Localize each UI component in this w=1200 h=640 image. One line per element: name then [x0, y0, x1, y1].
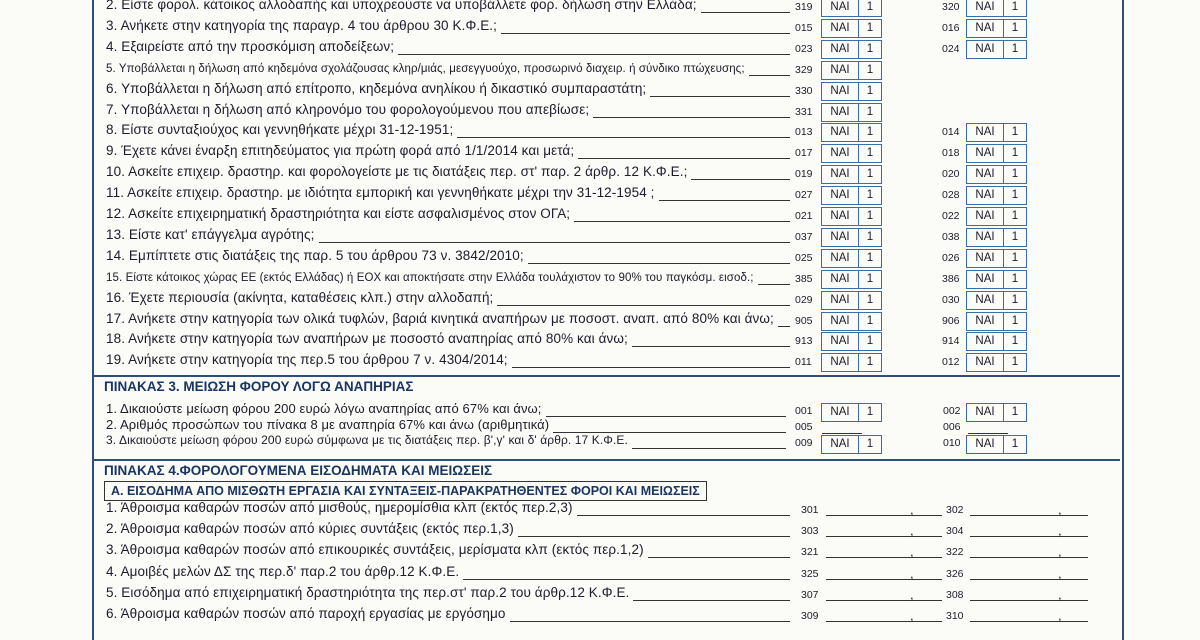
- yes-checkbox[interactable]: [821, 312, 882, 331]
- box-yes-label: ΝΑΙ: [822, 208, 859, 225]
- field-code-spouse: 304: [946, 525, 964, 538]
- box-value: 1: [866, 105, 874, 118]
- question-text: 11. Ασκείτε επιχειρ. δραστηρ. με ιδιότητα εμπορική και γεννηθήκατε μέχρι την 31-12-1954 ;: [106, 185, 655, 201]
- box-yes-label: ΝΑΙ: [822, 292, 859, 309]
- yes-checkbox[interactable]: [821, 207, 882, 226]
- amount-field-spouse[interactable]: [970, 536, 1088, 537]
- table-3-title: ΠΙΝΑΚΑΣ 3. ΜΕΙΩΣΗ ΦΟΡΟΥ ΛΟΓΩ ΑΝΑΠΗΡΙΑΣ: [104, 379, 414, 394]
- question-text: 4. Εξαιρείστε από την προσκόμιση αποδείξεων;: [106, 38, 395, 54]
- leader-line: [501, 33, 790, 34]
- box-value: 1: [866, 189, 874, 202]
- field-code: 005: [795, 421, 813, 433]
- box-value: 1: [866, 168, 874, 181]
- field-code-spouse: 028: [942, 189, 960, 202]
- box-yes-label: ΝΑΙ: [967, 250, 1004, 267]
- box-yes-label: ΝΑΙ: [967, 313, 1004, 330]
- question-row: [0, 352, 1200, 373]
- question-row: [0, 18, 1200, 39]
- amount-field-spouse[interactable]: [970, 557, 1088, 558]
- box-value: 1: [1011, 406, 1019, 418]
- field-code-spouse: 020: [942, 168, 960, 181]
- income-row: [0, 564, 1200, 585]
- field-code: 301: [801, 504, 819, 516]
- question-text: 7. Υποβάλλεται η δήλωση από κληρονόμο του φορολογούμενου που απεβίωσε;: [106, 101, 590, 117]
- question-text: 2. Είστε φορολ. κάτοικος αλλοδαπής και υποχρεούστε να υποβάλλετε φορ. δήλωση στην Ελλάδα;: [106, 0, 697, 12]
- field-code: 330: [795, 84, 813, 97]
- field-code: 331: [795, 105, 813, 118]
- leader-line: [648, 557, 790, 558]
- spouse-yes-checkbox[interactable]: [966, 291, 1027, 310]
- yes-checkbox[interactable]: [821, 353, 882, 372]
- leader-line: [512, 367, 790, 368]
- field-code: 011: [795, 356, 812, 369]
- spouse-yes-checkbox[interactable]: [966, 186, 1027, 205]
- field-code-spouse: 322: [946, 546, 964, 559]
- yes-checkbox[interactable]: [821, 144, 882, 163]
- income-label: 3. Άθροισμα καθαρών ποσών από επικουρικές συντάξεις, μερίσματα κλπ (εκτός περ.1,2): [106, 542, 644, 558]
- amount-field[interactable]: [826, 515, 942, 516]
- income-row: [0, 606, 1200, 627]
- box-value: 1: [1011, 314, 1019, 327]
- box-yes-label: ΝΑΙ: [822, 271, 859, 288]
- leader-line: [749, 75, 790, 76]
- box-value: 1: [866, 272, 874, 285]
- question-row: [0, 143, 1200, 164]
- decimal-comma: ,: [910, 608, 914, 623]
- box-yes-label: ΝΑΙ: [967, 333, 1004, 350]
- box-value: 1: [866, 42, 874, 55]
- box-value: 1: [866, 438, 874, 450]
- box-yes-label: ΝΑΙ: [967, 145, 1004, 162]
- box-yes-label: ΝΑΙ: [822, 333, 859, 350]
- box-value: 1: [1011, 210, 1019, 222]
- spouse-yes-checkbox[interactable]: [966, 0, 1027, 17]
- leader-line: [518, 536, 790, 537]
- box-yes-label: ΝΑΙ: [967, 354, 1004, 371]
- field-code-spouse: 030: [942, 293, 960, 306]
- box-value: 1: [1011, 272, 1019, 285]
- question-row: [0, 227, 1200, 248]
- table-3-header: [92, 375, 1120, 397]
- field-code: 037: [795, 230, 813, 243]
- box-yes-label: ΝΑΙ: [822, 62, 859, 79]
- question-row: [0, 185, 1200, 206]
- box-value: 1: [866, 293, 874, 306]
- box-value: 1: [1011, 293, 1019, 306]
- question-text: 13. Είστε κατ' επάγγελμα αγρότης;: [106, 226, 315, 242]
- box-value: 1: [866, 147, 874, 160]
- yes-checkbox[interactable]: [821, 165, 882, 184]
- yes-checkbox[interactable]: [821, 186, 882, 205]
- box-value: 1: [1011, 21, 1019, 34]
- decimal-comma: ,: [1058, 544, 1062, 560]
- leader-line: [577, 515, 790, 516]
- box-value: 1: [1011, 356, 1019, 369]
- income-label: 5. Εισόδημα από επιχειρηματική δραστηριότητα της περ.στ' παρ.2 του άρθρ.12 Κ.Φ.Ε.: [106, 584, 630, 600]
- box-value: 1: [866, 1, 874, 13]
- field-code: 303: [801, 525, 819, 538]
- question-text: 3. Δικαιούστε μείωση φόρου 200 ευρώ σύμφωνα με τις διατάξεις περ. β',γ' και δ' άρθρ. 17 Κ.Φ.Ε.: [106, 433, 628, 447]
- field-code-spouse: 010: [943, 437, 961, 449]
- box-value: 1: [866, 356, 874, 369]
- spouse-yes-checkbox[interactable]: [966, 165, 1027, 184]
- box-value: 1: [866, 230, 874, 243]
- box-value: 1: [1011, 42, 1019, 55]
- box-yes-label: ΝΑΙ: [822, 313, 859, 330]
- field-code: 905: [795, 314, 813, 327]
- decimal-comma: ,: [910, 544, 914, 560]
- box-yes-label: ΝΑΙ: [967, 187, 1004, 204]
- income-label: 6. Άθροισμα καθαρών ποσών από παροχή εργασίας με εργόσημο: [106, 606, 506, 621]
- field-code-spouse: 386: [942, 272, 960, 285]
- spouse-yes-checkbox[interactable]: [966, 123, 1027, 142]
- box-value: 1: [1011, 230, 1019, 243]
- box-value: 1: [1011, 335, 1019, 348]
- box-yes-label: ΝΑΙ: [822, 354, 859, 371]
- amount-field-spouse[interactable]: [970, 579, 1088, 580]
- spouse-yes-checkbox[interactable]: [966, 228, 1027, 247]
- decimal-comma: ,: [910, 565, 914, 581]
- decimal-comma: ,: [910, 523, 914, 539]
- box-yes-label: ΝΑΙ: [967, 166, 1004, 183]
- leader-line: [632, 346, 790, 347]
- amount-field-spouse[interactable]: [970, 600, 1088, 601]
- field-code-spouse: 002: [943, 405, 961, 417]
- field-code: 013: [795, 126, 813, 139]
- box-yes-label: ΝΑΙ: [822, 41, 859, 58]
- box-value: 1: [866, 84, 874, 97]
- question-row: [0, 331, 1200, 352]
- field-code: 029: [795, 293, 813, 306]
- question-text: 6. Υποβάλλεται η δήλωση από επίτροπο, κηδεμόνα ανηλίκου ή δικαστικό συμπαραστάτη;: [106, 80, 647, 96]
- income-label: 1. Άθροισμα καθαρών ποσών από μισθούς, ημερομίσθια κλπ (εκτός περ.2,3): [106, 500, 573, 515]
- field-code-spouse: 026: [942, 251, 960, 264]
- field-code: 385: [795, 272, 813, 285]
- box-yes-label: ΝΑΙ: [967, 0, 1004, 16]
- box-yes-label: ΝΑΙ: [967, 229, 1004, 246]
- field-code-spouse: 302: [946, 504, 964, 516]
- spouse-yes-checkbox[interactable]: [966, 249, 1027, 268]
- income-row: [0, 500, 1200, 521]
- amount-field[interactable]: [826, 536, 942, 537]
- box-yes-label: ΝΑΙ: [967, 292, 1004, 309]
- box-value: 1: [866, 126, 874, 139]
- field-code-spouse: 308: [946, 588, 964, 601]
- question-row: [0, 60, 1200, 81]
- question-text: 18. Ανήκετε στην κατηγορία των αναπήρων με ποσοστό αναπηρίας από 80% και άνω;: [106, 331, 628, 347]
- decimal-comma: ,: [1058, 565, 1062, 581]
- question-row: [0, 206, 1200, 227]
- field-code-spouse: 310: [946, 610, 964, 622]
- income-label: 4. Αμοιβές μελών ΔΣ της περ.δ' παρ.2 του άρθρ.12 Κ.Φ.Ε.: [106, 563, 460, 579]
- field-code: 015: [795, 21, 813, 34]
- box-value: 1: [1011, 1, 1019, 13]
- field-code: 019: [795, 168, 813, 181]
- field-code-spouse: 326: [946, 567, 964, 580]
- spouse-yes-checkbox[interactable]: [966, 270, 1027, 289]
- field-code: 009: [795, 437, 813, 449]
- box-yes-label: ΝΑΙ: [967, 436, 1004, 453]
- box-yes-label: ΝΑΙ: [822, 0, 859, 16]
- field-code-spouse: 018: [942, 147, 960, 160]
- field-code: 001: [795, 405, 813, 417]
- leader-line: [632, 448, 786, 449]
- yes-checkbox[interactable]: [821, 249, 882, 268]
- box-value: 1: [1011, 147, 1019, 160]
- field-code: 913: [795, 335, 813, 348]
- question-row: [0, 248, 1200, 269]
- field-code: 027: [795, 189, 813, 202]
- field-code: 321: [801, 546, 819, 559]
- decimal-comma: ,: [1058, 586, 1062, 602]
- box-value: 1: [1011, 251, 1019, 264]
- yes-checkbox[interactable]: [821, 103, 882, 122]
- question-row: [0, 39, 1200, 60]
- box-yes-label: ΝΑΙ: [822, 250, 859, 267]
- amount-field-spouse[interactable]: [970, 621, 1088, 622]
- field-code-spouse: 914: [942, 335, 960, 348]
- question-text: 8. Είστε συνταξιούχος και γεννηθήκατε μέχρι 31-12-1951;: [106, 122, 454, 138]
- field-code: 325: [801, 567, 819, 580]
- yes-checkbox[interactable]: [821, 291, 882, 310]
- leader-line: [659, 200, 790, 201]
- field-code: 017: [795, 147, 813, 160]
- leader-line: [574, 221, 790, 222]
- box-value: 1: [866, 210, 874, 222]
- box-yes-label: ΝΑΙ: [822, 145, 859, 162]
- box-yes-label: ΝΑΙ: [822, 187, 859, 204]
- amount-field[interactable]: [826, 579, 942, 580]
- box-yes-label: ΝΑΙ: [822, 124, 859, 141]
- leader-line: [701, 12, 790, 13]
- question-row: [0, 0, 1200, 18]
- spouse-yes-checkbox[interactable]: [966, 353, 1027, 372]
- leader-line: [510, 621, 790, 622]
- leader-line: [778, 326, 790, 327]
- box-yes-label: ΝΑΙ: [822, 166, 859, 183]
- box-value: 1: [1011, 126, 1019, 139]
- yes-checkbox[interactable]: [821, 61, 882, 80]
- decimal-comma: ,: [1058, 502, 1062, 517]
- box-value: 1: [1011, 168, 1019, 181]
- box-value: 1: [866, 251, 874, 264]
- leader-line: [578, 158, 790, 159]
- question-text: 1. Δικαιούστε μείωση φόρου 200 ευρώ λόγω αναπηρίας από 67% και άνω;: [106, 401, 542, 416]
- yes-checkbox[interactable]: [821, 0, 882, 17]
- question-text: 16. Έχετε περιουσία (ακίνητα, καταθέσεις κλπ.) στην αλλοδαπή;: [106, 289, 494, 305]
- box-yes-label: ΝΑΙ: [967, 271, 1004, 288]
- field-code: 021: [795, 210, 813, 222]
- amount-field[interactable]: [826, 621, 942, 622]
- question-row: [0, 269, 1200, 290]
- yes-checkbox[interactable]: [821, 82, 882, 101]
- leader-line: [497, 305, 790, 306]
- table-4-title: ΠΙΝΑΚΑΣ 4.ΦΟΡΟΛΟΓΟΥΜΕΝΑ ΕΙΣΟΔΗΜΑΤΑ ΚΑΙ ΜΕΙΩΣΕΙΣ: [104, 463, 493, 478]
- box-yes-label: ΝΑΙ: [967, 20, 1004, 37]
- leader-line: [463, 579, 790, 580]
- box-yes-label: ΝΑΙ: [967, 208, 1004, 225]
- box-yes-label: ΝΑΙ: [822, 83, 859, 100]
- box-value: 1: [1011, 189, 1019, 202]
- field-code: 309: [801, 610, 819, 622]
- field-code: 307: [801, 588, 819, 601]
- yes-checkbox[interactable]: [821, 435, 882, 454]
- table-4-subsection: Α. ΕΙΣΟΔΗΜΑ ΑΠΟ ΜΙΣΘΩΤΗ ΕΡΓΑΣΙΑ ΚΑΙ ΣΥΝΤΑΞΕΙΣ-ΠΑΡΑΚΡΑΤΗΘΕΝΤΕΣ ΦΟΡΟΙ ΚΑΙ ΜΕΙΩΣΕΙΣ: [104, 481, 707, 501]
- decimal-comma: ,: [910, 502, 914, 517]
- question-text: 17. Ανήκετε στην κατηγορία των ολικά τυφλών, βαριά κινητικά αναπήρων με ποσοστ. αναπ. από 80% και άνω;: [106, 310, 774, 326]
- amount-field[interactable]: [826, 600, 942, 601]
- field-code: 319: [795, 1, 813, 13]
- question-text: 9. Έχετε κάνει έναρξη επιτηδεύματος για πρώτη φορά από 1/1/2014 και μετά;: [106, 143, 575, 159]
- field-code-spouse: 012: [942, 356, 960, 369]
- question-text: 12. Ασκείτε επιχειρηματική δραστηριότητα και είστε ασφαλισμένος στον ΟΓΑ;: [106, 206, 571, 221]
- field-code-spouse: 320: [942, 1, 960, 13]
- income-row: [0, 521, 1200, 542]
- leader-line: [398, 54, 790, 55]
- question-text: 2. Αριθμός προσώπων του πίνακα 8 με αναπηρία 67% και άνω (αριθμητικά): [106, 417, 550, 432]
- decimal-comma: ,: [1058, 608, 1062, 623]
- spouse-yes-checkbox[interactable]: [966, 40, 1027, 59]
- question-row: [0, 122, 1200, 143]
- field-code: 025: [795, 251, 813, 264]
- box-yes-label: ΝΑΙ: [822, 229, 859, 246]
- table-4-header: [92, 459, 1120, 481]
- leader-line: [319, 242, 790, 243]
- leader-line: [528, 263, 790, 264]
- leader-line: [457, 137, 790, 138]
- yes-checkbox[interactable]: [821, 19, 882, 38]
- income-row: [0, 542, 1200, 563]
- yes-checkbox[interactable]: [821, 40, 882, 59]
- box-value: 1: [866, 314, 874, 327]
- question-text: 5. Υποβάλλεται η δήλωση από κηδεμόνα σχολάζουσας κληρ/μιάς, μεσεγγυούχο, προσωρινό διαχειρ. ή σύνδικο πτώχευσης;: [106, 62, 745, 75]
- yes-checkbox[interactable]: [821, 228, 882, 247]
- question-text: 19. Ανήκετε στην κατηγορία της περ.5 του άρθρου 7 ν. 4304/2014;: [106, 352, 508, 368]
- field-code-spouse: 006: [943, 421, 961, 433]
- field-code-spouse: 906: [942, 314, 960, 327]
- field-code-spouse: 038: [942, 230, 960, 243]
- yes-checkbox[interactable]: [821, 332, 882, 351]
- box-value: 1: [866, 335, 874, 348]
- decimal-comma: ,: [1058, 523, 1062, 539]
- amount-field-spouse[interactable]: [970, 515, 1088, 516]
- box-yes-label: ΝΑΙ: [967, 124, 1004, 141]
- question-row: [0, 433, 1200, 454]
- box-value: 1: [1011, 438, 1019, 450]
- question-row: [0, 311, 1200, 332]
- box-value: 1: [866, 21, 874, 34]
- question-text: 14. Εμπίπτετε στις διατάξεις της παρ. 5 του άρθρου 73 ν. 3842/2010;: [106, 247, 524, 263]
- spouse-yes-checkbox[interactable]: [966, 332, 1027, 351]
- question-row: [0, 102, 1200, 123]
- spouse-yes-checkbox[interactable]: [966, 207, 1027, 226]
- leader-line: [650, 96, 790, 97]
- amount-field[interactable]: [826, 557, 942, 558]
- field-code-spouse: 024: [942, 42, 960, 55]
- question-row: [0, 164, 1200, 185]
- question-text: 15. Είστε κάτοικος χώρας ΕΕ (εκτός Ελλάδας) ή ΕΟΧ και αποκτήσατε στην Ελλάδα τουλάχιστον το 90% του παγκόσμ. εισοδ.;: [106, 271, 754, 284]
- field-code: 329: [795, 63, 813, 76]
- box-yes-label: ΝΑΙ: [822, 104, 859, 121]
- leader-line: [691, 179, 790, 180]
- income-row: [0, 585, 1200, 606]
- spouse-yes-checkbox[interactable]: [966, 144, 1027, 163]
- field-code-spouse: 016: [942, 21, 960, 34]
- yes-checkbox[interactable]: [821, 270, 882, 289]
- box-yes-label: ΝΑΙ: [822, 20, 859, 37]
- question-row: [0, 290, 1200, 311]
- question-text: 10. Ασκείτε επιχειρ. δραστηρ. και φορολογείστε με τις διατάξεις περ. στ' παρ. 2 άρθρ. 12 Κ.Φ.Ε.;: [106, 164, 688, 180]
- yes-checkbox[interactable]: [821, 123, 882, 142]
- box-yes-label: ΝΑΙ: [822, 404, 859, 421]
- leader-line: [758, 284, 790, 285]
- field-code: 023: [795, 42, 813, 55]
- field-code-spouse: 022: [942, 210, 960, 222]
- spouse-yes-checkbox[interactable]: [966, 435, 1027, 454]
- box-yes-label: ΝΑΙ: [967, 404, 1004, 421]
- box-yes-label: ΝΑΙ: [822, 436, 859, 453]
- box-value: 1: [866, 63, 874, 76]
- income-label: 2. Άθροισμα καθαρών ποσών από κύριες συντάξεις (εκτός περ.1,3): [106, 521, 514, 537]
- decimal-comma: ,: [910, 586, 914, 602]
- spouse-yes-checkbox[interactable]: [966, 19, 1027, 38]
- leader-line: [593, 117, 790, 118]
- spouse-yes-checkbox[interactable]: [966, 312, 1027, 331]
- box-value: 1: [866, 406, 874, 418]
- question-row: [0, 81, 1200, 102]
- leader-line: [633, 600, 790, 601]
- field-code-spouse: 014: [942, 126, 960, 139]
- question-text: 3. Ανήκετε στην κατηγορία της παραγρ. 4 του άρθρου 30 Κ.Φ.Ε.;: [106, 17, 497, 33]
- box-yes-label: ΝΑΙ: [967, 41, 1004, 58]
